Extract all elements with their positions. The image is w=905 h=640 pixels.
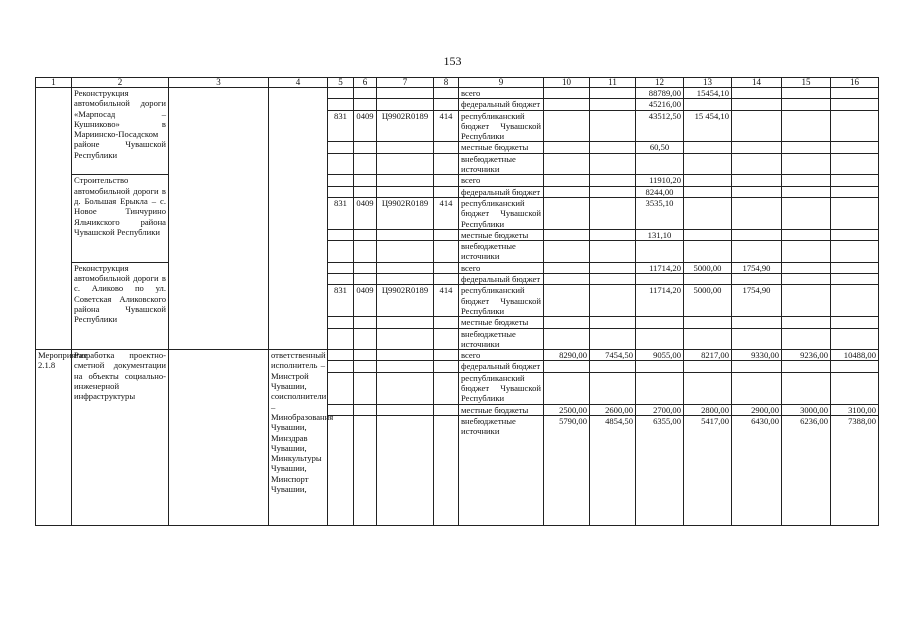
value-cell: 5417,00	[684, 415, 732, 525]
header-cell: 3	[169, 78, 269, 88]
value-cell: 5000,00	[684, 285, 732, 317]
funding-source: республиканский бюджет Чувашской Республики	[459, 197, 544, 229]
value-cell: 8290,00	[544, 350, 590, 361]
value-cell: 131,10	[636, 229, 684, 240]
value-cell: 2500,00	[544, 404, 590, 415]
value-cell: 7454,50	[590, 350, 636, 361]
value-cell: 8217,00	[684, 350, 732, 361]
vr-code: 414	[434, 197, 459, 229]
value-cell: 15 454,10	[684, 110, 732, 142]
value-cell: 2700,00	[636, 404, 684, 415]
value-cell: 11714,20	[636, 262, 684, 273]
value-cell: 6430,00	[732, 415, 782, 525]
rzpr-code: 0409	[354, 197, 377, 229]
funding-source: внебюджетные источники	[459, 241, 544, 263]
budget-table	[35, 77, 879, 526]
header-cell: 12	[636, 78, 684, 88]
funding-source: внебюджетные источники	[459, 415, 544, 525]
funding-source: республиканский бюджет Чувашской Республики	[459, 285, 544, 317]
measure-code: Мероприятие 2.1.8	[36, 350, 72, 526]
funding-source: всего	[459, 175, 544, 186]
value-cell: 1754,90	[732, 262, 782, 273]
header-cell: 9	[459, 78, 544, 88]
table-row	[36, 350, 879, 361]
csr-code: Ц9902R0189	[377, 110, 434, 142]
table-row	[36, 88, 879, 99]
empty-cell	[269, 88, 328, 350]
measure-name: Разработка проектно-сметной документации на объекты социально-инженерной инфраструктуры	[72, 350, 169, 526]
header-cell: 8	[434, 78, 459, 88]
funding-source: федеральный бюджет	[459, 186, 544, 197]
funding-source: всего	[459, 88, 544, 99]
header-cell: 16	[831, 78, 879, 88]
value-cell: 7388,00	[831, 415, 879, 525]
value-cell: 9330,00	[732, 350, 782, 361]
funding-source: внебюджетные источники	[459, 153, 544, 175]
value-cell: 11714,20	[636, 285, 684, 317]
header-cell: 14	[732, 78, 782, 88]
rzpr-code: 0409	[354, 110, 377, 142]
header-row	[36, 78, 879, 88]
header-cell: 4	[269, 78, 328, 88]
value-cell: 1754,90	[732, 285, 782, 317]
value-cell: 3535,10	[636, 197, 684, 229]
empty-cell	[169, 350, 269, 526]
value-cell: 5790,00	[544, 415, 590, 525]
funding-source: федеральный бюджет	[459, 274, 544, 285]
value-cell: 2600,00	[590, 404, 636, 415]
value-cell: 45216,00	[636, 99, 684, 110]
funding-source: местные бюджеты	[459, 142, 544, 153]
project-name: Строительство автомобильной дороги в д. Большая Ерыкла – с. Новое Тинчурино Яльчикского района Чувашской Республики	[72, 175, 169, 262]
vr-code: 414	[434, 285, 459, 317]
grbs-code: 831	[328, 285, 354, 317]
header-cell: 1	[36, 78, 72, 88]
value-cell: 9055,00	[636, 350, 684, 361]
funding-source: федеральный бюджет	[459, 361, 544, 372]
csr-code: Ц9902R0189	[377, 197, 434, 229]
empty-cell	[36, 88, 72, 350]
project-name: Реконструкция автомобильной дороги «Марпосад – Кушниково» в Мариинско-Посадском районе Чувашской Республики	[72, 88, 169, 175]
value-cell: 2900,00	[732, 404, 782, 415]
header-cell: 6	[354, 78, 377, 88]
header-cell: 15	[782, 78, 831, 88]
header-cell: 13	[684, 78, 732, 88]
project-name: Реконструкция автомобильной дороги в с. Аликово по ул. Советская Аликовского района Чувашской Республики	[72, 262, 169, 349]
value-cell: 8244,00	[636, 186, 684, 197]
value-cell: 60,50	[636, 142, 684, 153]
table-row	[36, 262, 879, 273]
header-cell: 10	[544, 78, 590, 88]
funding-source: местные бюджеты	[459, 229, 544, 240]
value-cell: 6236,00	[782, 415, 831, 525]
rzpr-code: 0409	[354, 285, 377, 317]
grbs-code: 831	[328, 197, 354, 229]
value-cell: 10488,00	[831, 350, 879, 361]
funding-source: федеральный бюджет	[459, 99, 544, 110]
grbs-code: 831	[328, 110, 354, 142]
funding-source: всего	[459, 262, 544, 273]
page-number: 153	[443, 54, 462, 68]
table-row	[36, 175, 879, 186]
vr-code: 414	[434, 110, 459, 142]
value-cell: 43512,50	[636, 110, 684, 142]
header-cell: 2	[72, 78, 169, 88]
header-cell: 5	[328, 78, 354, 88]
empty-cell	[169, 88, 269, 350]
funding-source: местные бюджеты	[459, 404, 544, 415]
value-cell: 3000,00	[782, 404, 831, 415]
value-cell: 2800,00	[684, 404, 732, 415]
header-cell: 11	[590, 78, 636, 88]
executor-text: ответственный исполнитель – Минстрой Чувашии, соисполнители – Минобразования Чувашии, Минздрав Чувашии, Минкультуры Чувашии, Минспорт Чувашии,	[269, 350, 328, 526]
value-cell: 3100,00	[831, 404, 879, 415]
value-cell: 88789,00	[636, 88, 684, 99]
value-cell: 6355,00	[636, 415, 684, 525]
funding-source: внебюджетные источники	[459, 328, 544, 350]
funding-source: республиканский бюджет Чувашской Республики	[459, 372, 544, 404]
value-cell: 4854,50	[590, 415, 636, 525]
value-cell: 9236,00	[782, 350, 831, 361]
funding-source: республиканский бюджет Чувашской Республики	[459, 110, 544, 142]
value-cell: 11910,20	[636, 175, 684, 186]
funding-source: местные бюджеты	[459, 317, 544, 328]
csr-code: Ц9902R0189	[377, 285, 434, 317]
value-cell: 15454,10	[684, 88, 732, 99]
value-cell: 5000,00	[684, 262, 732, 273]
funding-source: всего	[459, 350, 544, 361]
header-cell: 7	[377, 78, 434, 88]
